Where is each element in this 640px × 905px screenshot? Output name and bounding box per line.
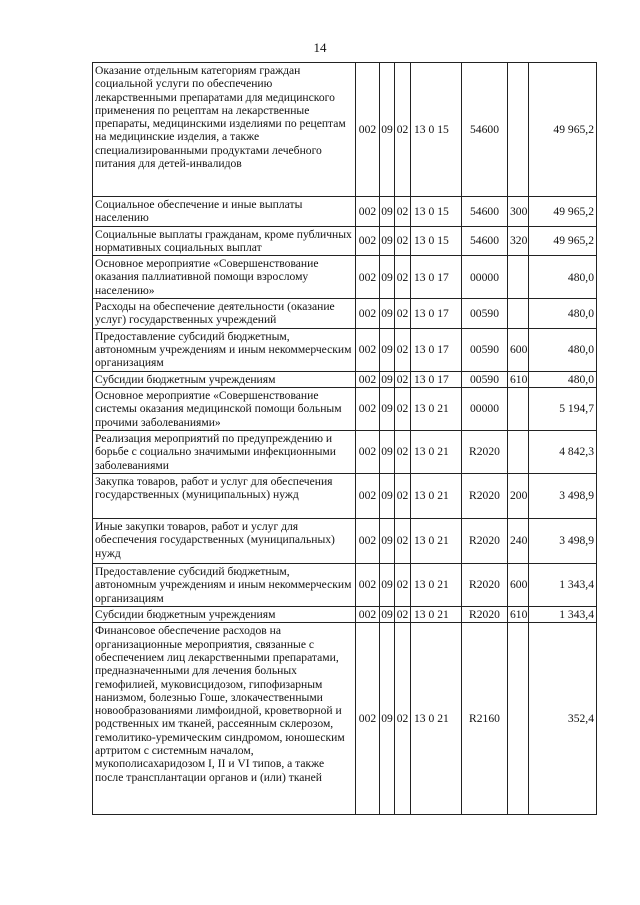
target-code: 13 0 17 <box>411 371 462 387</box>
direction-code: 00000 <box>462 388 508 431</box>
direction-code: 00590 <box>462 299 508 329</box>
subsection-code: 02 <box>395 623 411 815</box>
table-row <box>93 197 597 227</box>
expense-type-code <box>508 623 529 815</box>
row-name: Расходы на обеспечение деятельности (оказание услуг) государственных учреждений <box>93 299 356 329</box>
target-code: 13 0 21 <box>411 388 462 431</box>
dept-code: 002 <box>356 371 380 387</box>
target-code: 13 0 21 <box>411 519 462 564</box>
dept-code: 002 <box>356 226 380 256</box>
section-code: 09 <box>380 431 395 474</box>
table-row <box>93 474 597 519</box>
dept-code: 002 <box>356 63 380 197</box>
direction-code: 00590 <box>462 328 508 371</box>
section-code: 09 <box>380 388 395 431</box>
expense-type-code <box>508 299 529 329</box>
table-row <box>93 623 597 815</box>
section-code: 09 <box>381 608 393 622</box>
dept-code: 002 <box>356 431 380 474</box>
page-number: 14 <box>313 40 327 55</box>
target-code: 13 0 17 <box>411 328 462 371</box>
subsection-code: 02 <box>395 607 411 623</box>
table-row <box>93 388 597 431</box>
amount: 49 965,2 <box>529 197 597 227</box>
subsection-code: 02 <box>395 256 411 299</box>
expense-type-code <box>508 388 529 431</box>
direction-code: 00000 <box>462 256 508 299</box>
table-row <box>93 226 597 256</box>
dept-code: 002 <box>356 519 380 564</box>
amount: 49 965,2 <box>529 226 597 256</box>
row-name: Основное мероприятие «Совершенствование системы оказания медицинской помощи больным прочими заболеваниями» <box>93 388 356 431</box>
section-code: 09 <box>380 226 395 256</box>
expense-type-code: 600 <box>508 564 529 607</box>
target-code: 13 0 15 <box>411 197 462 227</box>
target-code: 13 0 15 <box>411 226 462 256</box>
direction-code: R2020 <box>462 431 508 474</box>
subsection-code: 02 <box>395 388 411 431</box>
row-name: Предоставление субсидий бюджетным, автономным учреждениям и иным некоммерческим организациям <box>93 564 356 607</box>
direction-code: R2020 <box>462 607 508 623</box>
row-name: Социальное обеспечение и иные выплаты населению <box>93 197 356 227</box>
row-name: Основное мероприятие «Совершенствование оказания паллиативной помощи взрослому населению» <box>93 256 356 299</box>
table-row <box>93 256 597 299</box>
row-name: Финансовое обеспечение расходов на организационные мероприятия, связанные с обеспечением лиц лекарственными препаратами, предназначенными для лечения больных гемофилией, муковисцидозом, гипофизарным нанизмом, болезнью Гоше, злокачественными новообразованиями лимфоидной, кроветворной и родственных им тканей, рассеянным склерозом, гемолитико-уремическим синдромом, юношеским артритом с системным началом, мукополисахаридозом I, II и VI типов, а также после трансплантации органов и (или) тканей <box>93 623 356 815</box>
direction-code: R2160 <box>462 623 508 815</box>
expense-type-code: 610 <box>508 607 529 623</box>
table-row <box>93 63 597 197</box>
amount: 480,0 <box>529 328 597 371</box>
expense-type-code: 320 <box>508 226 529 256</box>
table-row <box>93 328 597 371</box>
target-code: 13 0 21 <box>411 564 462 607</box>
dept-code: 002 <box>356 623 380 815</box>
section-code: 09 <box>380 328 395 371</box>
amount: 480,0 <box>529 256 597 299</box>
section-code: 09 <box>380 519 395 564</box>
target-code: 13 0 21 <box>411 623 462 815</box>
amount: 3 498,9 <box>529 474 597 519</box>
row-name: Закупка товаров, работ и услуг для обеспечения государственных (муниципальных) нужд <box>93 474 356 519</box>
target-code: 13 0 21 <box>411 607 462 623</box>
row-name: Субсидии бюджетным учреждениям <box>93 607 356 623</box>
row-name: Предоставление субсидий бюджетным, автономным учреждениям и иным некоммерческим организациям <box>93 328 356 371</box>
table-row <box>93 607 597 623</box>
target-code: 13 0 17 <box>411 299 462 329</box>
section-code: 09 <box>380 63 395 197</box>
direction-code: 54600 <box>462 197 508 227</box>
target-code: 13 0 21 <box>411 431 462 474</box>
direction-code: R2020 <box>462 474 508 519</box>
expense-type-code: 200 <box>508 474 529 519</box>
direction-code: 54600 <box>462 63 508 197</box>
section-code: 09 <box>380 474 395 519</box>
direction-code: 54600 <box>462 226 508 256</box>
row-name: Оказание отдельным категориям граждан социальной услуги по обеспечению лекарственными препаратами для медицинского применения по рецептам на лекарственные препараты, медицинскими изделиями по рецептам на медицинские изделия, а также специализированными продуктами лечебного питания для детей-инвалидов <box>93 63 356 197</box>
expense-type-code <box>508 63 529 197</box>
expense-type-code: 600 <box>508 328 529 371</box>
dept-code: 002 <box>356 388 380 431</box>
subsection-code: 02 <box>395 63 411 197</box>
dept-code: 002 <box>356 328 380 371</box>
subsection-code: 02 <box>395 226 411 256</box>
amount: 352,4 <box>529 623 597 815</box>
row-name: Иные закупки товаров, работ и услуг для обеспечения государственных (муниципальных) нужд <box>93 519 356 564</box>
subsection-code: 02 <box>395 371 411 387</box>
dept-code: 002 <box>356 256 380 299</box>
table-row <box>93 431 597 474</box>
subsection-code: 02 <box>395 519 411 564</box>
direction-code: 00590 <box>462 371 508 387</box>
row-name: Реализация мероприятий по предупреждению и борьбе с социально значимыми инфекционными заболеваниями <box>93 431 356 474</box>
table-row <box>93 564 597 607</box>
target-code: 13 0 15 <box>411 63 462 197</box>
subsection-code: 02 <box>395 431 411 474</box>
row-name: Субсидии бюджетным учреждениям <box>93 371 356 387</box>
dept-code: 002 <box>356 564 380 607</box>
subsection-code: 02 <box>395 197 411 227</box>
amount: 1 343,4 <box>529 564 597 607</box>
row-name: Социальные выплаты гражданам, кроме публичных нормативных социальных выплат <box>93 226 356 256</box>
section-code: 09 <box>380 623 395 815</box>
subsection-code: 02 <box>395 564 411 607</box>
amount: 1 343,4 <box>529 607 597 623</box>
amount: 3 498,9 <box>529 519 597 564</box>
expense-type-code: 610 <box>508 371 529 387</box>
amount: 4 842,3 <box>529 431 597 474</box>
table-row <box>93 299 597 329</box>
target-code: 13 0 17 <box>411 256 462 299</box>
table-row <box>93 371 597 387</box>
amount: 480,0 <box>529 371 597 387</box>
amount: 49 965,2 <box>529 63 597 197</box>
expense-type-code <box>508 431 529 474</box>
subsection-code: 02 <box>395 328 411 371</box>
section-code: 09 <box>380 256 395 299</box>
table-row <box>93 519 597 564</box>
expense-type-code: 240 <box>508 519 529 564</box>
dept-code: 002 <box>356 607 380 623</box>
direction-code: R2020 <box>462 564 508 607</box>
section-code: 09 <box>381 372 393 386</box>
expense-type-code: 300 <box>508 197 529 227</box>
target-code: 13 0 21 <box>411 474 462 519</box>
subsection-code: 02 <box>395 299 411 329</box>
dept-code: 002 <box>356 299 380 329</box>
section-code: 09 <box>380 299 395 329</box>
dept-code: 002 <box>356 197 380 227</box>
direction-code: R2020 <box>462 519 508 564</box>
amount: 5 194,7 <box>529 388 597 431</box>
amount: 480,0 <box>529 299 597 329</box>
section-code: 09 <box>380 564 395 607</box>
expense-type-code <box>508 256 529 299</box>
section-code: 09 <box>380 197 395 227</box>
dept-code: 002 <box>356 474 380 519</box>
subsection-code: 02 <box>395 474 411 519</box>
budget-table <box>92 62 597 815</box>
